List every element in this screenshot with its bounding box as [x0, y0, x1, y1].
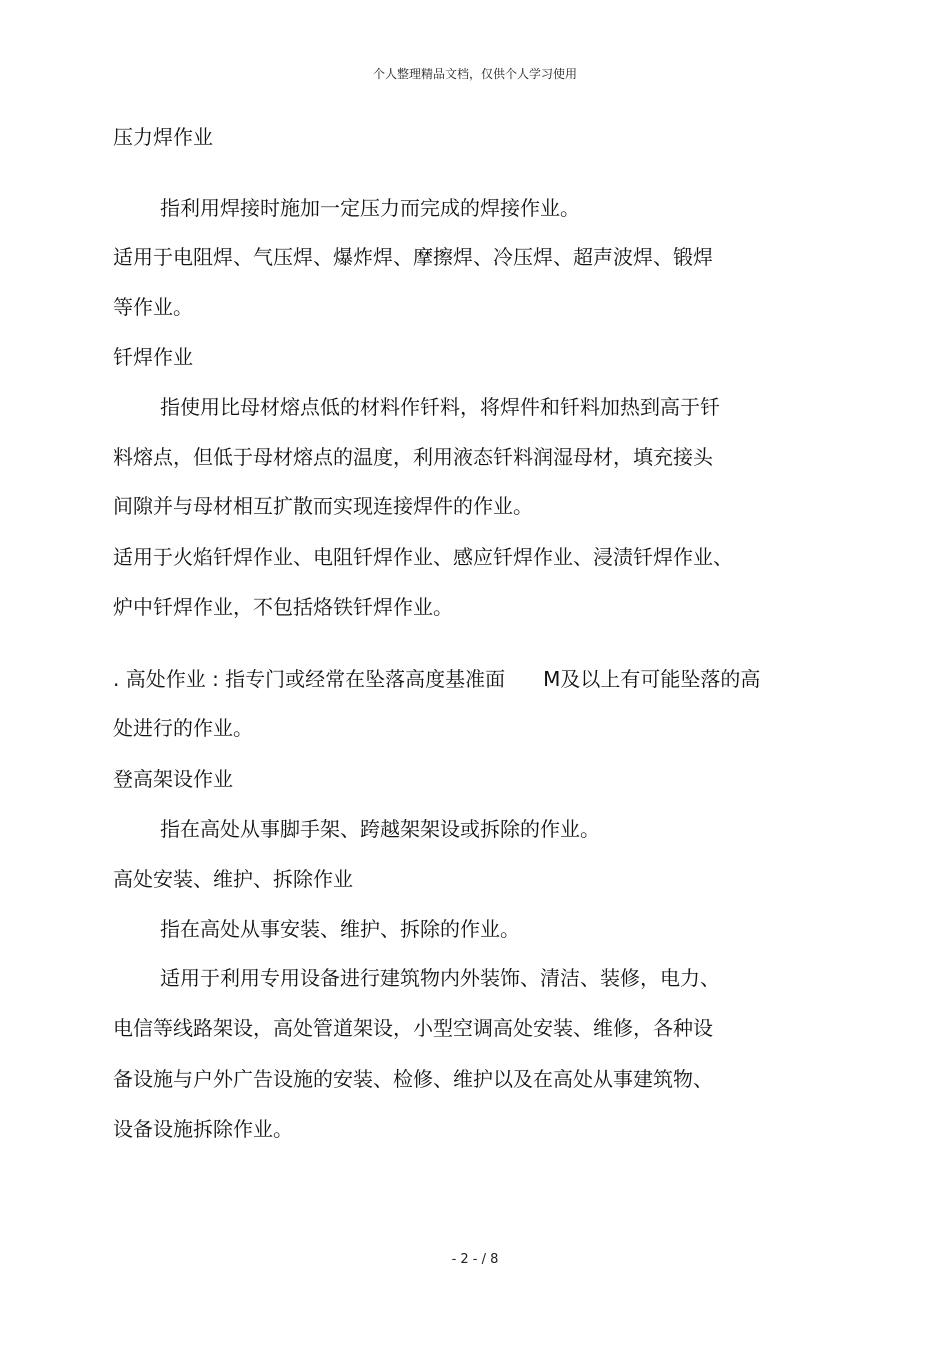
page-number: - 2 - / 8 [451, 1252, 499, 1267]
work-at-height-definition-part-1: . 高处作业 : 指专门或经常在坠落高度基准面 [113, 667, 506, 691]
scaffolding-desc: 指在高处从事脚手架、跨越架架设或拆除的作业。 [160, 817, 600, 841]
installation-scope-line-4: 设备设施拆除作业。 [113, 1117, 293, 1141]
installation-scope-line-2: 电信等线路架设，高处管道架设，小型空调高处安装、维修，各种设 [113, 1016, 713, 1040]
section-title-scaffolding: 登高架设作业 [113, 767, 233, 791]
brazing-desc-line-1: 指使用比母材熔点低的材料作钎料，将焊件和钎料加热到高于钎 [160, 395, 720, 419]
brazing-scope-line-2: 炉中钎焊作业，不包括烙铁钎焊作业。 [113, 595, 453, 619]
section-title-pressure-welding: 压力焊作业 [113, 125, 213, 149]
work-at-height-definition [113, 666, 760, 692]
page-header: 个人整理精品文档，仅供个人学习使用 [372, 67, 577, 81]
installation-scope-line-1: 适用于利用专用设备进行建筑物内外装饰、清洁、装修，电力、 [160, 966, 720, 990]
pressure-welding-desc: 指利用焊接时施加一定压力而完成的焊接作业。 [160, 196, 580, 220]
installation-scope-line-3: 备设施与户外广告设施的安装、检修、维护以及在高处从事建筑物、 [113, 1067, 713, 1091]
work-at-height-definition-part-2: M及以上有可能坠落的高 [543, 667, 761, 691]
section-title-installation: 高处安装、维护、拆除作业 [113, 867, 353, 891]
pressure-welding-scope-line-2: 等作业。 [113, 295, 193, 319]
pressure-welding-scope-line-1: 适用于电阻焊、气压焊、爆炸焊、摩擦焊、冷压焊、超声波焊、锻焊 [113, 245, 713, 269]
brazing-desc-line-2: 料熔点，但低于母材熔点的温度，利用液态钎料润湿母材，填充接头 [113, 445, 713, 469]
brazing-desc-line-3: 间隙并与母材相互扩散而实现连接焊件的作业。 [113, 494, 533, 518]
installation-desc: 指在高处从事安装、维护、拆除的作业。 [160, 917, 520, 941]
work-at-height-definition-line-2: 处进行的作业。 [113, 716, 253, 740]
section-title-brazing: 钎焊作业 [113, 345, 193, 369]
brazing-scope-line-1: 适用于火焰钎焊作业、电阻钎焊作业、感应钎焊作业、浸渍钎焊作业、 [113, 545, 733, 569]
